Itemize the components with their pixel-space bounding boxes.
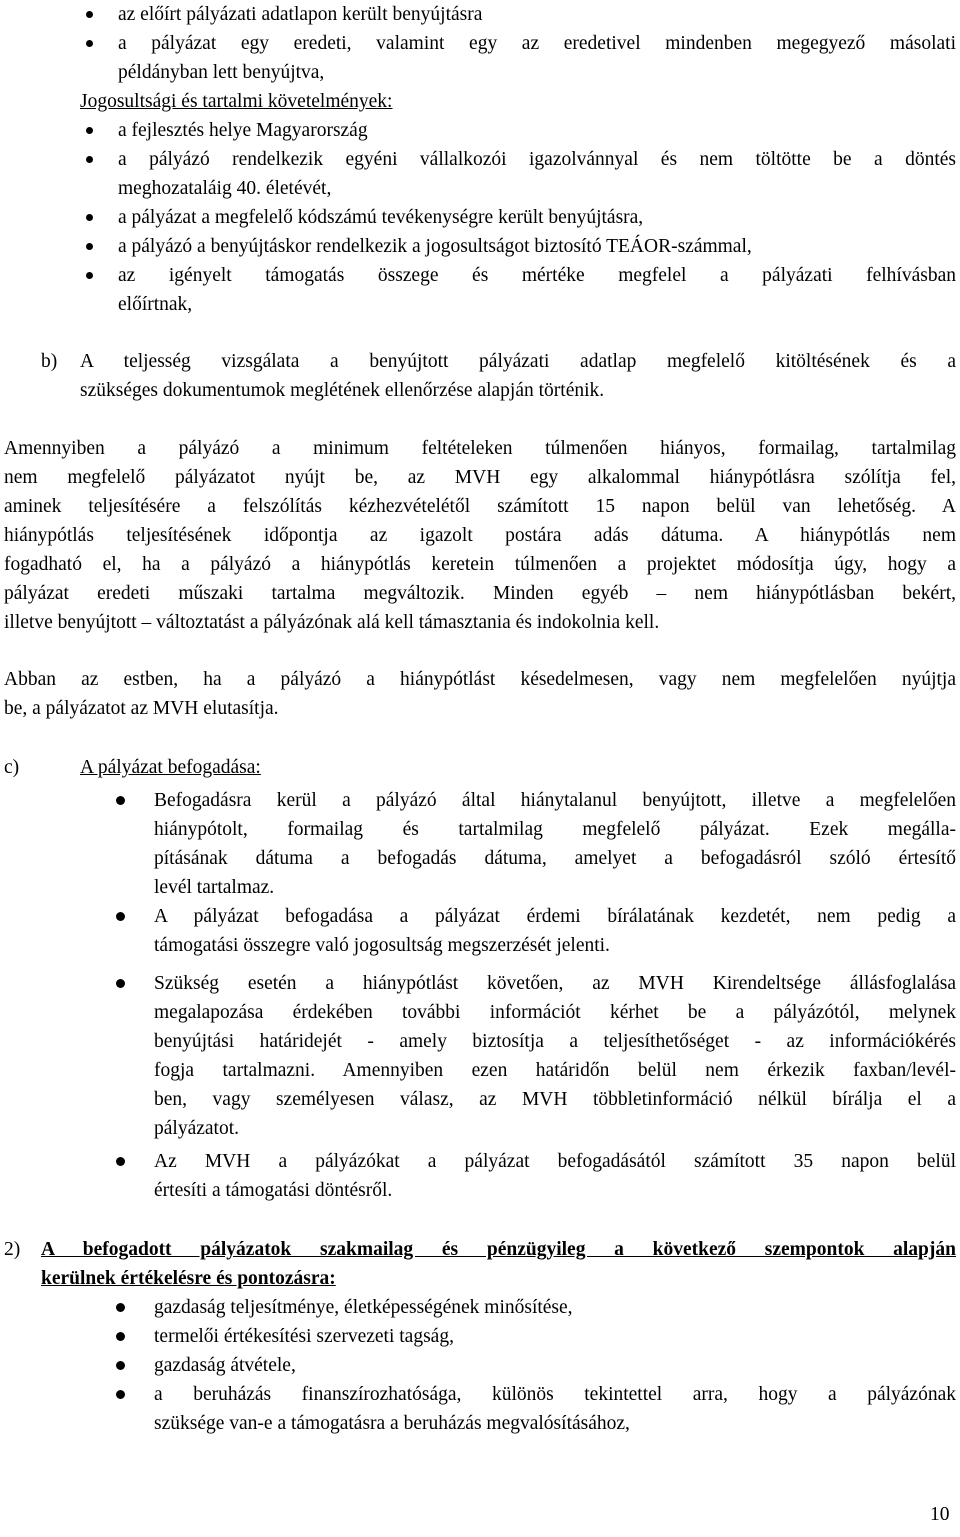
list-item-line: A pályázat befogadása a pályázat érdemi bírálatának kezdetét, nem pedig a <box>154 906 956 927</box>
list-item-line: pályázatot. <box>154 1118 239 1139</box>
list-item-line: termelői értékesítési szervezeti tagság, <box>154 1326 454 1347</box>
paragraph-line: illetve benyújtott – változtatást a pályázónak alá kell támasztania és indokolnia kell. <box>4 612 660 633</box>
section-heading: kerülnek értékelésre és pontozásra: <box>41 1268 336 1289</box>
paragraph-line: szükséges dokumentumok meglétének ellenőrzése alapján történik. <box>80 380 605 401</box>
bullet-icon <box>116 1390 125 1399</box>
bullet-icon <box>86 272 93 279</box>
list-item-line: a beruházás finanszírozhatósága, különös tekintettel arra, hogy a pályázónak <box>154 1384 956 1405</box>
list-item-line: az igényelt támogatás összege és mértéke megfelel a pályázati felhívásban <box>118 265 956 286</box>
section-heading: A befogadott pályázatok szakmailag és pénzügyileg a következő szempontok alapján <box>41 1239 956 1260</box>
list-item-line: megalapozása érdekében további információt kérhet be a pályázótól, melynek <box>154 1002 956 1023</box>
bullet-icon <box>116 1332 125 1341</box>
bullet-icon <box>86 40 93 47</box>
section-marker: 2) <box>4 1239 21 1260</box>
list-item-line: hiánypótolt, formailag és tartalmilag megfelelő pályázat. Ezek megálla- <box>154 819 956 840</box>
list-item-line: példányban lett benyújtva, <box>118 62 325 83</box>
bullet-icon <box>86 11 93 18</box>
list-item-line: Szükség esetén a hiánypótlást követően, az MVH Kirendeltsége állásfoglalása <box>154 973 956 994</box>
list-item-line: gazdaság teljesítménye, életképességének minősítése, <box>154 1297 573 1318</box>
bullet-icon <box>116 1157 125 1166</box>
bullet-icon <box>116 979 125 988</box>
list-item-line: értesíti a támogatási döntésről. <box>154 1180 393 1201</box>
list-item-line: levél tartalmaz. <box>154 877 275 898</box>
bullet-icon <box>116 1303 125 1312</box>
list-item-line: a pályázat a megfelelő kódszámú tevékenységre került benyújtásra, <box>118 207 644 228</box>
bullet-icon <box>116 796 125 805</box>
paragraph-line: hiánypótlás teljesítésének időpontja az igazolt postára adás dátuma. A hiánypótlás nem <box>4 525 956 546</box>
list-marker: b) <box>41 351 58 372</box>
list-item-line: ben, vagy személyesen válasz, az MVH többletinformáció nélkül bírálja el a <box>154 1089 956 1110</box>
list-item-line: Az MVH a pályázókat a pályázat befogadásától számított 35 napon belül <box>154 1151 956 1172</box>
list-item-line: fogja tartalmazni. Amennyiben ezen határidőn belül nem érkezik faxban/levél- <box>154 1060 956 1081</box>
list-item-line: szüksége van-e a támogatásra a beruházás megvalósításához, <box>154 1413 630 1434</box>
bullet-icon <box>116 1361 125 1370</box>
list-item-line: meghozataláig 40. életévét, <box>118 178 332 199</box>
paragraph-line: pályázat eredeti műszaki tartalma megváltozik. Minden egyéb – nem hiánypótlásban bekért, <box>4 583 956 604</box>
list-item-line: Befogadásra kerül a pályázó által hiánytalanul benyújtott, illetve a megfelelően <box>154 790 956 811</box>
paragraph-line: A teljesség vizsgálata a benyújtott pályázati adatlap megfelelő kitöltésének és a <box>80 351 956 372</box>
bullet-icon <box>86 156 93 163</box>
bullet-icon <box>86 214 93 221</box>
list-item-line: támogatási összegre való jogosultság megszerzését jelenti. <box>154 935 610 956</box>
list-item-line: az előírt pályázati adatlapon került benyújtásra <box>118 4 483 25</box>
paragraph-line: fogadható el, ha a pályázó a hiánypótlás keretein túlmenően a projektet módosítja úgy, hogy a <box>4 554 956 575</box>
paragraph-line: nem megfelelő pályázatot nyújt be, az MVH egy alkalommal hiánypótlásra szólítja fel, <box>4 467 956 488</box>
list-item-line: pításának dátuma a befogadás dátuma, amelyet a befogadásról szóló értesítő <box>154 848 956 869</box>
section-heading: A pályázat befogadása: <box>80 757 261 778</box>
list-item-line: benyújtási határidejét - amely biztosítja a teljesíthetőséget - az információkérés <box>154 1031 956 1052</box>
paragraph-line: aminek teljesítésére a felszólítás kézhezvételétől számított 15 napon belül van lehetőség. A <box>4 496 956 517</box>
page-number: 10 <box>930 1504 950 1525</box>
paragraph-line: Amennyiben a pályázó a minimum feltételeken túlmenően hiányos, formailag, tartalmilag <box>4 438 956 459</box>
bullet-icon <box>86 127 93 134</box>
list-item-line: a pályázó rendelkezik egyéni vállalkozói igazolvánnyal és nem töltötte be a döntés <box>118 149 956 170</box>
list-item-line: a fejlesztés helye Magyarország <box>118 120 368 141</box>
list-item-line: gazdaság átvétele, <box>154 1355 296 1376</box>
bullet-icon <box>86 243 93 250</box>
section-marker: c) <box>4 757 20 778</box>
bullet-icon <box>116 912 125 921</box>
list-item-line: a pályázó a benyújtáskor rendelkezik a jogosultságot biztosító TEÁOR-számmal, <box>118 236 752 257</box>
section-heading: Jogosultsági és tartalmi követelmények: <box>80 91 393 112</box>
list-item-line: előírtnak, <box>118 294 193 315</box>
paragraph-line: be, a pályázatot az MVH elutasítja. <box>4 698 279 719</box>
list-item-line: a pályázat egy eredeti, valamint egy az eredetivel mindenben megegyező másolati <box>118 33 956 54</box>
paragraph-line: Abban az estben, ha a pályázó a hiánypótlást késedelmesen, vagy nem megfelelően nyújtja <box>4 669 956 690</box>
